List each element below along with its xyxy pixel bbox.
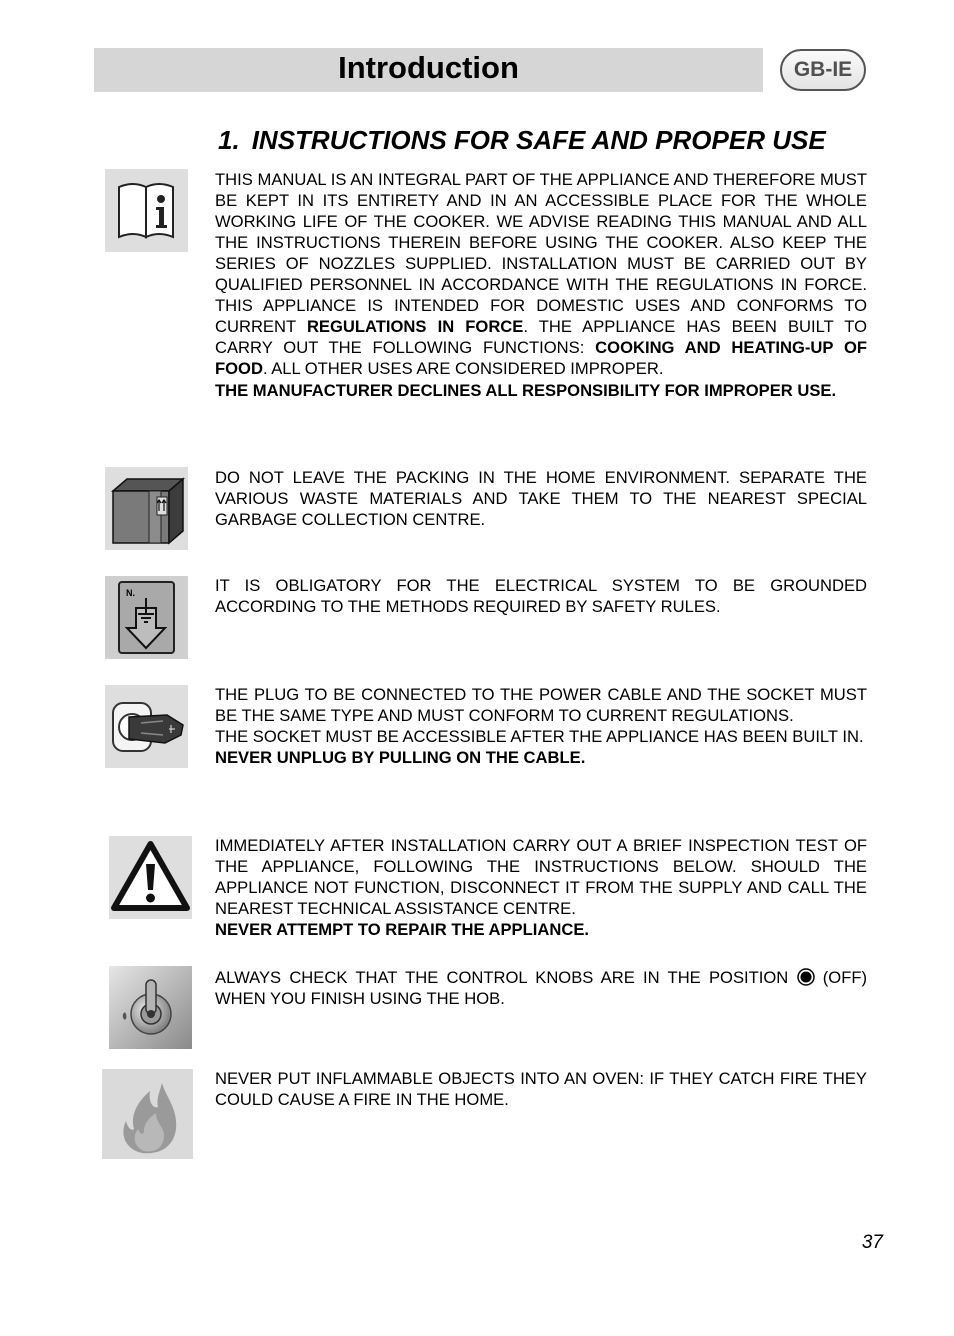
grounding-icon-label: N. — [126, 588, 135, 598]
packing-box-icon — [105, 467, 188, 550]
plug-socket-icon — [105, 685, 188, 768]
knob-text-2: (OFF) WHEN YOU FINISH USING THE HOB. — [215, 968, 867, 1008]
plug-paragraph-1: THE PLUG TO BE CONNECTED TO THE POWER CABLE AND THE SOCKET MUST BE THE SAME TYPE AND MUST CONFORM TO CURRENT REGULATIONS. — [215, 685, 867, 725]
inspection-warning: NEVER ATTEMPT TO REPAIR THE APPLIANCE. — [215, 920, 589, 939]
fire-paragraph: NEVER PUT INFLAMMABLE OBJECTS INTO AN OVEN: IF THEY CATCH FIRE THEY COULD CAUSE A FIRE IN THE HOME. — [215, 1069, 867, 1109]
language-badge: GB-IE — [780, 49, 866, 91]
manual-text-2: . THE APPLIANCE HAS BEEN BUILT TO CARRY OUT THE FOLLOWING FUNCTIONS: — [215, 317, 867, 357]
knob-text-1: ALWAYS CHECK THAT THE CONTROL KNOBS ARE IN THE POSITION — [215, 968, 797, 987]
control-knob-icon — [109, 966, 192, 1049]
packing-instructions-text — [215, 467, 867, 530]
manual-info-icon — [105, 169, 188, 252]
packing-paragraph: DO NOT LEAVE THE PACKING IN THE HOME ENVIRONMENT. SEPARATE THE VARIOUS WASTE MATERIALS AND TAKE THEM TO THE NEAREST SPECIAL GARBAGE COLLECTION CENTRE. — [215, 468, 867, 529]
manual-text-1: THIS MANUAL IS AN INTEGRAL PART OF THE APPLIANCE AND THEREFORE MUST BE KEPT IN ITS ENTIRETY AND IN AN ACCESSIBLE PLACE FOR THE WHOLE WORKING LIFE OF THE COOKER. WE ADVISE READING THIS MANUAL AND ALL THE INSTRUCTIONS THEREIN BEFORE USING THE COOKER. ALSO KEEP THE SERIES OF NOZZLES SUPPLIED. INSTALLATION MUST BE CARRIED OUT BY QUALIFIED PERSONNEL IN ACCORDANCE WITH THE REGULATIONS IN FORCE. THIS APPLIANCE IS INTENDED FOR DOMESTIC USES AND CONFORMS TO CURRENT — [215, 170, 867, 336]
off-position-symbol-icon — [797, 968, 815, 986]
section-title-text: INSTRUCTIONS FOR SAFE AND PROPER USE — [251, 125, 826, 155]
manual-instructions-text — [215, 169, 867, 401]
plug-paragraph-2: THE SOCKET MUST BE ACCESSIBLE AFTER THE APPLIANCE HAS BEEN BUILT IN. — [215, 727, 864, 746]
header-bar — [94, 48, 763, 92]
manual-text-3: . ALL OTHER USES ARE CONSIDERED IMPROPER. — [262, 359, 664, 378]
plug-instructions-text — [215, 684, 867, 768]
manual-bold-2: COOKING AND HEATING-UP OF FOOD — [215, 338, 868, 378]
manual-warning: THE MANUFACTURER DECLINES ALL RESPONSIBILITY FOR IMPROPER USE. — [215, 381, 837, 400]
page-title: Introduction — [338, 50, 519, 85]
grounding-paragraph: IT IS OBLIGATORY FOR THE ELECTRICAL SYSTEM TO BE GROUNDED ACCORDING TO THE METHODS REQUIRED BY SAFETY RULES. — [215, 576, 867, 616]
section-title — [218, 125, 826, 156]
grounding-instructions-text — [215, 575, 867, 617]
knob-paragraph — [215, 967, 867, 1009]
inspection-paragraph: IMMEDIATELY AFTER INSTALLATION CARRY OUT A BRIEF INSPECTION TEST OF THE APPLIANCE, FOLLOWING THE INSTRUCTIONS BELOW. SHOULD THE APPLIANCE NOT FUNCTION, DISCONNECT IT FROM THE SUPPLY AND CALL THE NEAREST TECHNICAL ASSISTANCE CENTRE. — [215, 836, 867, 918]
section-number: 1. — [218, 125, 240, 155]
flame-icon — [102, 1069, 193, 1159]
knob-instructions-text — [215, 967, 867, 1009]
plug-warning: NEVER UNPLUG BY PULLING ON THE CABLE. — [215, 748, 586, 767]
inspection-instructions-text — [215, 835, 867, 940]
page-number: 37 — [861, 1232, 883, 1253]
warning-triangle-icon — [109, 836, 192, 919]
manual-paragraph — [215, 169, 867, 379]
earth-ground-icon — [105, 576, 188, 659]
fire-instructions-text — [215, 1068, 867, 1110]
manual-bold-1: REGULATIONS IN FORCE — [306, 317, 524, 336]
